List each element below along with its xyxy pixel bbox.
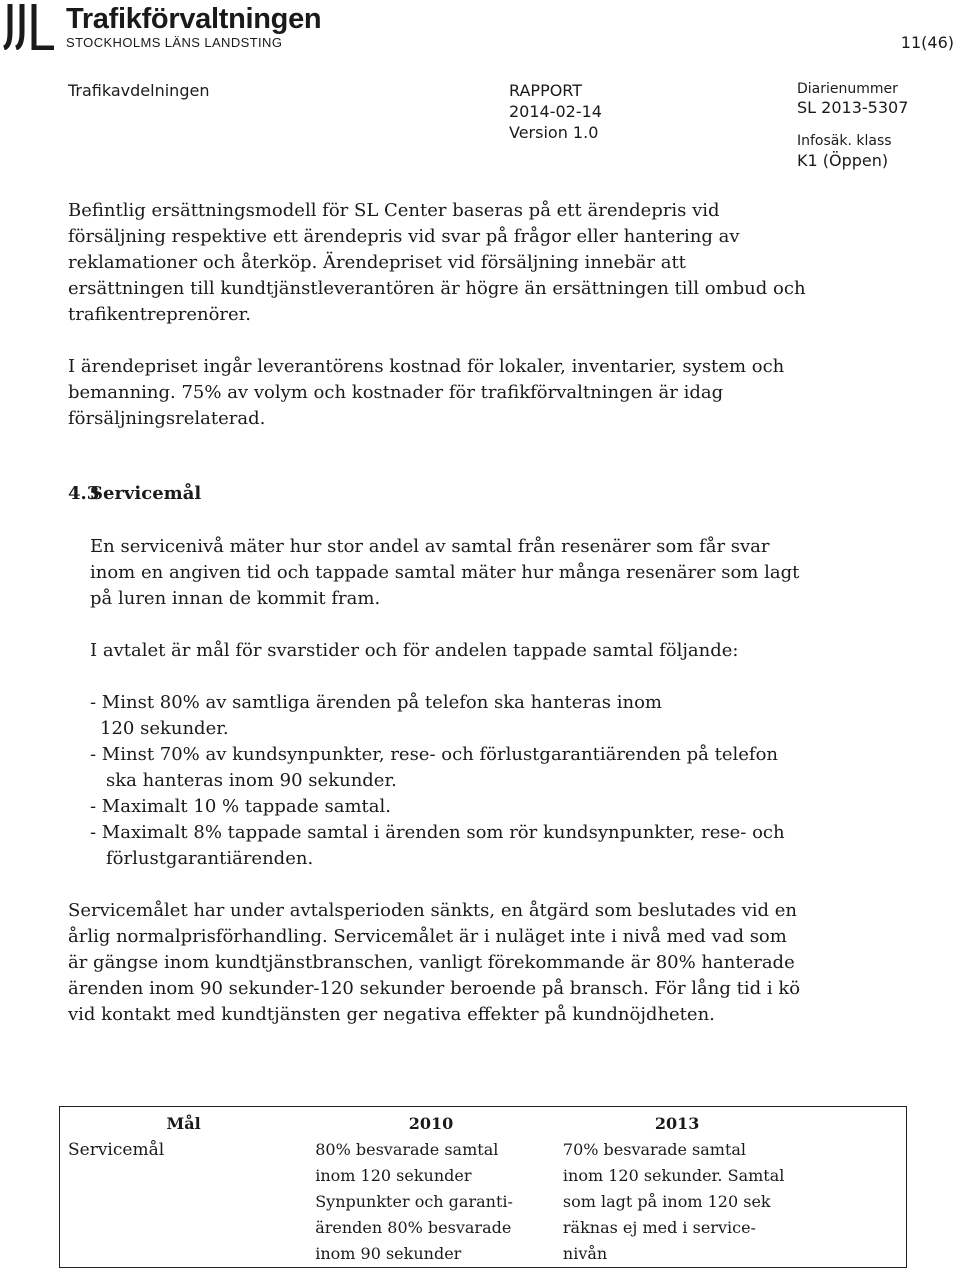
service-goal-table (59, 1106, 907, 1268)
table-row (60, 1137, 907, 1268)
diarienummer-label: Diarienummer (797, 81, 898, 97)
goal-item-4-line2: förlustgarantiärenden. (106, 848, 314, 869)
table-header-row (60, 1107, 907, 1138)
trafikforvaltningen-logo-mark (2, 2, 58, 50)
page-number: 11(46) (900, 33, 954, 52)
paragraph-service-goal-lowered: Servicemålet har under avtalsperioden sänkts, en åtgärd som beslutades vid en årlig normalprisförhandling. Servicemålet är i nuläget inte i nivå med vad som är gängse inom kundtjänstbranschen, vanligt förekommande är 80% hanterade ärenden inom 90 sekunder-120 sekunder beroende på bransch. För lång tid i kö vid kontakt med kundtjänsten ger negativa effekter på kundnöjdheten. (68, 900, 801, 1025)
doc-version: Version 1.0 (509, 123, 599, 142)
section-number: 4.3 (68, 483, 100, 504)
logo-wordmark: Trafikförvaltningen (66, 3, 322, 35)
department: Trafikavdelningen (68, 81, 210, 100)
goal-item-4-line1: - Maximalt 8% tappade samtal i ärenden som rör kundsynpunkter, rese- och (90, 822, 785, 843)
paragraph-compensation-model: Befintlig ersättningsmodell för SL Center baseras på ett ärendepris vid försäljning respektive ett ärendepris vid svar på frågor eller hantering av reklamationer och återköp. Ärendepriset vid försäljning innebär att ersättningen till kundtjänstleverantören är högre än ersättningen till ombud och trafikentreprenörer. (68, 200, 806, 325)
infosak-label: Infosäk. klass (797, 133, 892, 149)
paragraph-price-content: I ärendepriset ingår leverantörens kostnad för lokaler, inventarier, system och bemanning. 75% av volym och kostnader för trafikförvaltningen är idag försäljningsrelaterad. (68, 356, 785, 429)
table-cell-2010: 80% besvarade samtal inom 120 sekunder Synpunkter och garanti- ärenden 80% besvarade inom 90 sekunder (315, 1140, 513, 1263)
goal-item-1-line1: - Minst 80% av samtliga ärenden på telefon ska hanteras inom (90, 692, 662, 713)
paragraph-agreement-goals: I avtalet är mål för svarstider och för andelen tappade samtal följande: (90, 640, 739, 661)
diarienummer: SL 2013-5307 (797, 98, 909, 117)
table-header-2013: 2013 (654, 1114, 700, 1133)
table-cell-2013: 70% besvarade samtal inom 120 sekunder. Samtal som lagt på inom 120 sek räknas ej med i service- nivån (562, 1140, 785, 1263)
logo-subtitle: STOCKHOLMS LÄNS LANDSTING (66, 35, 283, 50)
goal-item-2-line2: ska hanteras inom 90 sekunder. (106, 770, 397, 791)
doc-type: RAPPORT (509, 81, 583, 100)
goal-item-2-line1: - Minst 70% av kundsynpunkter, rese- och förlustgarantiärenden på telefon (90, 744, 779, 765)
paragraph-service-level: En servicenivå mäter hur stor andel av samtal från resenärer som får svar inom en angiven tid och tappade samtal mäter hur många resenärer som lagt på luren innan de kommit fram. (90, 536, 800, 609)
goal-item-1-line2: 120 sekunder. (100, 718, 229, 739)
table-header-goal: Mål (166, 1114, 201, 1133)
table-cell-label: Servicemål (68, 1140, 165, 1160)
goal-item-3-line1: - Maximalt 10 % tappade samtal. (90, 796, 391, 817)
table-header-2010: 2010 (408, 1114, 454, 1133)
doc-date: 2014-02-14 (509, 102, 602, 121)
section-title: Servicemål (90, 483, 202, 504)
infosak-class: K1 (Öppen) (797, 151, 889, 170)
